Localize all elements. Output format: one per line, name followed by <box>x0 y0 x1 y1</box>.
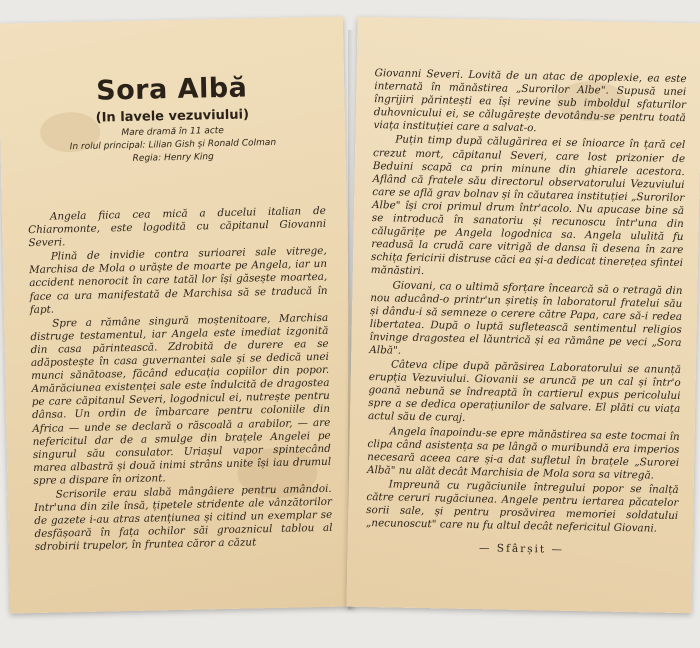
paragraph: Angela fiica cea mică a ducelui italian de Chiaromonte, este logodită cu căpitanul Giovanni Severi. <box>28 204 327 250</box>
paragraph: Angela înapoindu-se epre mănăstirea sa este tocmai în clipa când asistența sa pe lângă o muribundă era imperios necesară aceea care și-a dat sufletul în brațele „Surorei Albă" nu alăt decât Marchisia de Mola sora sa vitregă. <box>366 424 680 482</box>
end-marker: — Sfârșit — <box>478 542 565 557</box>
director-label: Regia: <box>132 153 162 164</box>
genre-text: Mare dramă în 11 acte <box>121 125 224 139</box>
paragraph: Impreună cu rugăciunile întregului popor se înalță către ceruri rugăciunea. Angele pentru iertarea păcatelor sorii sale, și pentru prosăvirea memoriei soldatului „necunoscut" care nu fu altul decât nefericitul Giovani. <box>365 478 679 535</box>
page-title: Sora Albă <box>95 72 248 107</box>
paragraph: Câteva clipe după părăsirea Laboratorului se anunță erupția Vezuviului. Giovanii se aruncă pe un cal și într'o goană nebună se îndreaptă în cartierul expus pericolului spre a se dedica operațiunilor de salvare. El plăti cu viața actul său de curaj. <box>367 358 682 425</box>
right-body-text <box>365 67 686 559</box>
right-page <box>346 17 700 614</box>
paragraph: Scrisorile erau slabă mângâiere pentru amândoi. Intr'una din zile însă, țipetele stridente ale vânzătorilor de gazete i-au atras atențiunea și citind un exemplar se desfășoară în fața ochilor săi groaznicul tablou al sdrobirii trupelor, în fruntea căror a căzut <box>33 482 333 554</box>
page-subtitle: (In lavele vezuviului) <box>95 107 250 126</box>
cast-names: Lilian Gish și Ronald Colman <box>148 137 277 151</box>
paragraph: Spre a rămâne singură moștenitoare, Marchisa distruge testamentul, iar Angela este imediat izgonită din casa părintească. Zdrobită de durere ea se adăpostește în casa guvernantei sale și se dedică unei munci sănătoase, făcând educația copiilor din popor. Amărăciunea existenței sale este îndulcită de dragostea pe care căpitanul Severi, logodnicul ei, nutrește pentru dânsa. Un ordin de îmbarcare pentru coloniile din Africa — unde se declară o răscoală a arabilor, — are nefericitul dar de a smulge din brațele Angelei pe singurul său consulator. Uriașul vapor spintecând marea albastră și două inimi strâns unite își iau drumul spre a dispare în orizont. <box>30 311 332 487</box>
left-page <box>0 16 355 613</box>
paragraph: Puțin timp după călugărirea ei se înioarce în țară cel crezut mort, căpitanul Severi, care lost prizonier de Beduini scapă ca prin minune din ghiarele acestora. Aflând că fratele său directorul observatorului Vezuviului care se află grav bolnav și în căutarea instituției „Surorilor Albe" își croi primul drum într'acolo. Nu apucase bine să se introducă în sanatoriu și recunoscu într'una din călugărițe pe Angela logodnica sa. Angela ululită fu readusă la crudă care vitrigă de dansa îi desena în zare schița fericirii distruse căci ea și-a dedicat tinerețea sfintei mănăstiri. <box>370 133 686 278</box>
left-body-text <box>28 205 333 556</box>
paragraph: Plină de invidie contra surioarei sale vitrege, Marchisa de Mola o urăște de moarte pe Angela, iar un accident nenorocit în care tatăl lor își găsește moartea, face ca ura manifestată de Marchisa să se traducă în fapt. <box>28 245 328 316</box>
paragraph: Giovani, ca o ultimă sforțare încearcă să o retragă din nou aducând-o printr'un șiretiș în laboratorul fratelui său și dându-i să semneze o cerere către Papa, care să-i redea libertatea. După o luptă sufletească sentimentul religios învinge dragostea el lăuntrică și ea rămâne pe veci „Sora Albă". <box>369 278 683 357</box>
paragraph: Giovanni Severi. Lovită de un atac de apoplexie, ea este internată în mănăstirea „Surorilor Albe". Supusă unei îngrijiri părintești ea își revine sub imboldul sfaturilor duhovnicului ei, se călugărește devotându-se pentru toată viața instituției care a salvat-o. <box>373 67 687 135</box>
cast-label: In rolul principal: <box>69 140 146 153</box>
director-name: Henry King <box>163 152 214 164</box>
